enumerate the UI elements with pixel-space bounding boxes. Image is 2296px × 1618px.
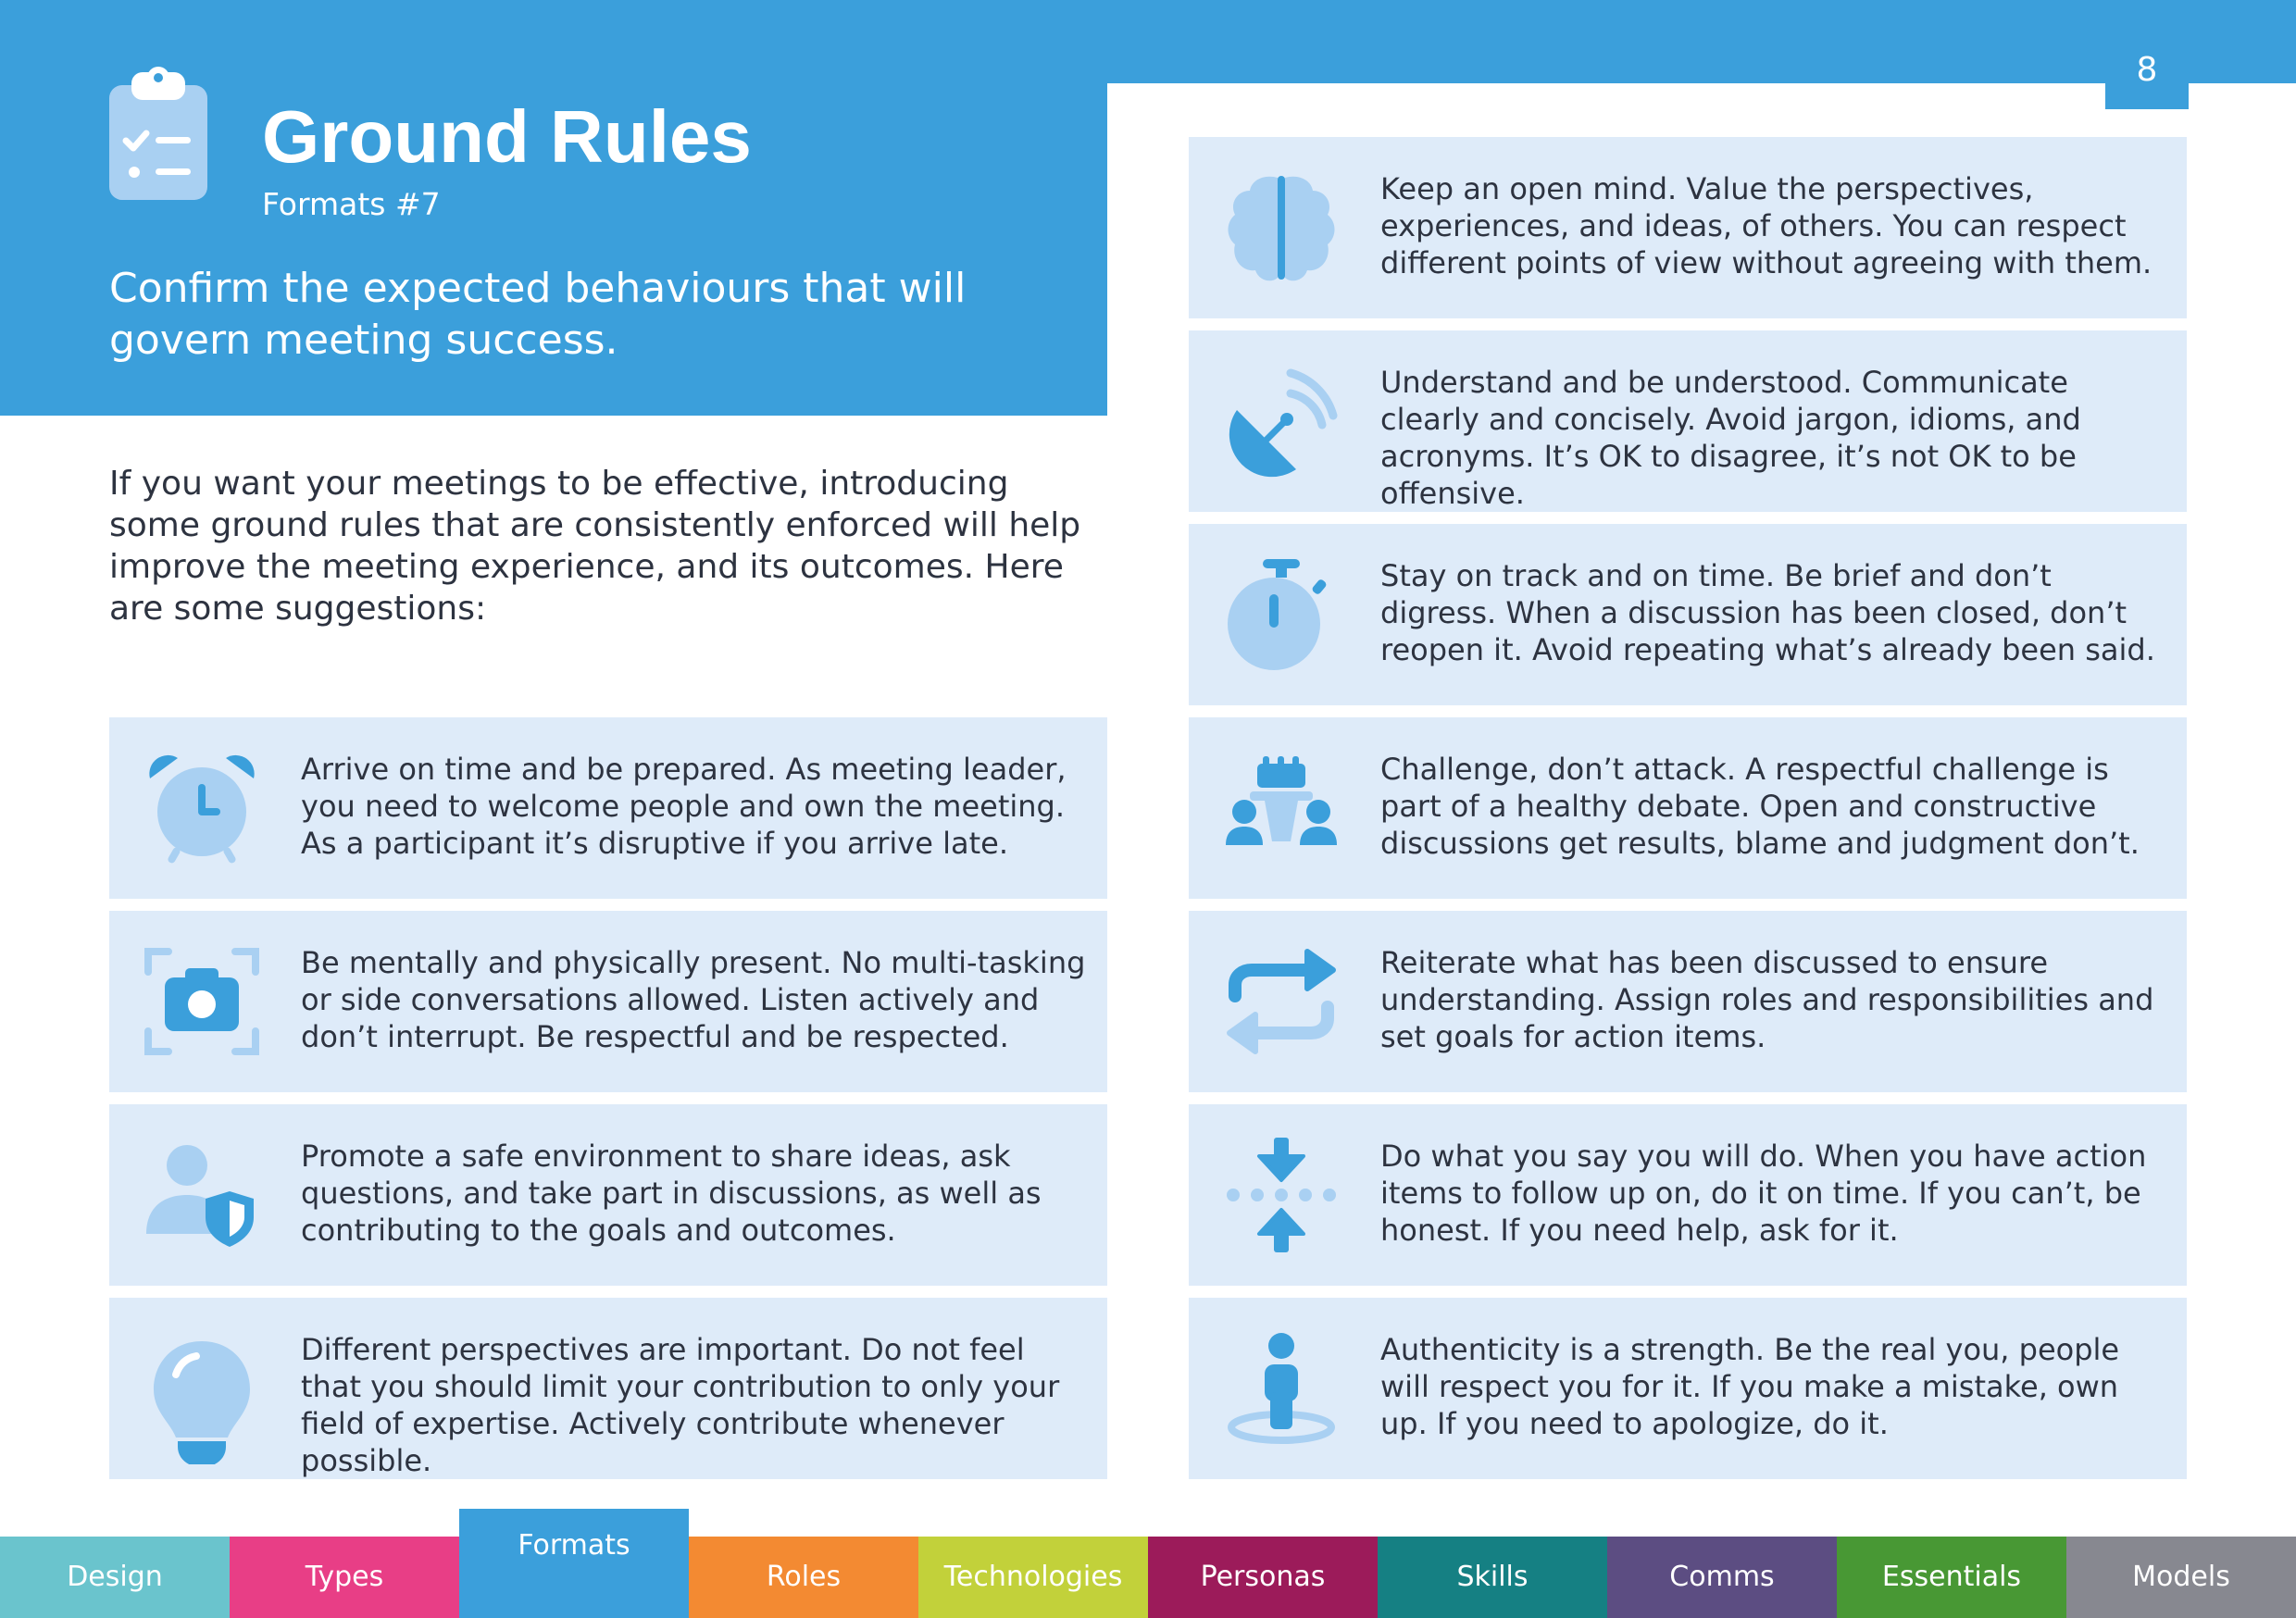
rule-text: Keep an open mind. Value the perspectives, experiences, and ideas, of others. You can respect different points of view without agreeing with them. <box>1380 171 2152 280</box>
rule-text: Understand and be understood. Communicate clearly and concisely. Avoid jargon, idioms, and acronyms. It’s OK to disagree, it’s not OK to be offensive. <box>1380 365 2081 511</box>
rule-text: Arrive on time and be prepared. As meeting leader, you need to welcome people and own the meeting. As a participant it’s disruptive if you arrive late. <box>301 752 1067 861</box>
rule-card-arrive-on-time <box>109 717 1107 899</box>
rule-card-be-present <box>109 911 1107 1092</box>
rule-card-different-perspectives <box>109 1298 1107 1479</box>
tab-roles[interactable]: Roles <box>689 1537 918 1618</box>
alarm-clock-icon <box>144 751 259 865</box>
tab-essentials[interactable]: Essentials <box>1837 1537 2066 1618</box>
tab-technologies[interactable]: Technologies <box>918 1537 1148 1618</box>
meeting-table-icon <box>1224 751 1339 865</box>
rule-text: Challenge, don’t attack. A respectful challenge is part of a healthy debate. Open and constructive discussions get results, blame and judgment don’t. <box>1380 752 2140 861</box>
rule-text: Be mentally and physically present. No multi-tasking or side conversations allowed. Listen actively and don’t interrupt. Be respectful and be respected. <box>301 945 1086 1054</box>
converge-arrows-icon <box>1224 1138 1339 1252</box>
rule-card-do-what-you-say <box>1189 1104 2187 1286</box>
rule-text: Do what you say you will do. When you have action items to follow up on, do it on time. If you can’t, be honest. If you need help, ask for it. <box>1380 1139 2147 1248</box>
rule-text: Stay on track and on time. Be brief and don’t digress. When a discussion has been closed, don’t reopen it. Avoid repeating what’s already been said. <box>1380 558 2155 667</box>
person-standing-icon <box>1224 1331 1339 1446</box>
tab-skills[interactable]: Skills <box>1378 1537 1607 1618</box>
stopwatch-icon <box>1224 550 1339 679</box>
user-shield-icon <box>144 1138 259 1252</box>
camera-focus-icon <box>144 944 259 1059</box>
repeat-arrows-icon <box>1224 944 1339 1059</box>
clipboard-checklist-icon <box>109 65 209 204</box>
page-title: Ground Rules <box>262 95 752 178</box>
rule-card-challenge <box>1189 717 2187 899</box>
rule-card-safe-environment <box>109 1104 1107 1286</box>
section-tab-bar <box>0 1509 2296 1618</box>
brain-icon <box>1224 170 1339 285</box>
rule-text: Authenticity is a strength. Be the real you, people will respect you for it. If you make a mistake, own up. If you need to apologize, do it. <box>1380 1332 2120 1441</box>
rule-text: Reiterate what has been discussed to ensure understanding. Assign roles and responsibilities and set goals for action items. <box>1380 945 2154 1054</box>
rule-card-open-mind <box>1189 137 2187 318</box>
satellite-dish-icon <box>1224 364 1339 479</box>
rule-card-authenticity <box>1189 1298 2187 1479</box>
tab-design[interactable]: Design <box>0 1537 230 1618</box>
tab-formats[interactable]: Formats <box>459 1509 689 1618</box>
rule-text: Different perspectives are important. Do not feel that you should limit your contribution to only your field of expertise. Actively contribute whenever possible. <box>301 1332 1060 1478</box>
tab-personas[interactable]: Personas <box>1148 1537 1378 1618</box>
page-subtitle: Formats #7 <box>262 186 441 222</box>
page-number: 8 <box>2105 46 2189 109</box>
rule-card-on-track <box>1189 524 2187 705</box>
lightbulb-icon <box>144 1326 259 1464</box>
rule-text: Promote a safe environment to share ideas, ask questions, and take part in discussions, as well as contributing to the goals and outcomes. <box>301 1139 1042 1248</box>
rule-card-understand <box>1189 330 2187 512</box>
tab-comms[interactable]: Comms <box>1607 1537 1837 1618</box>
rule-card-reiterate <box>1189 911 2187 1092</box>
intro-paragraph: If you want your meetings to be effective, introducing some ground rules that are consistently enforced will help improve the meeting experience, and its outcomes. Here are some suggestions: <box>109 465 1081 628</box>
tab-types[interactable]: Types <box>230 1537 459 1618</box>
page-tagline: Confirm the expected behaviours that will govern meeting success. <box>109 265 967 364</box>
tab-models[interactable]: Models <box>2066 1537 2296 1618</box>
